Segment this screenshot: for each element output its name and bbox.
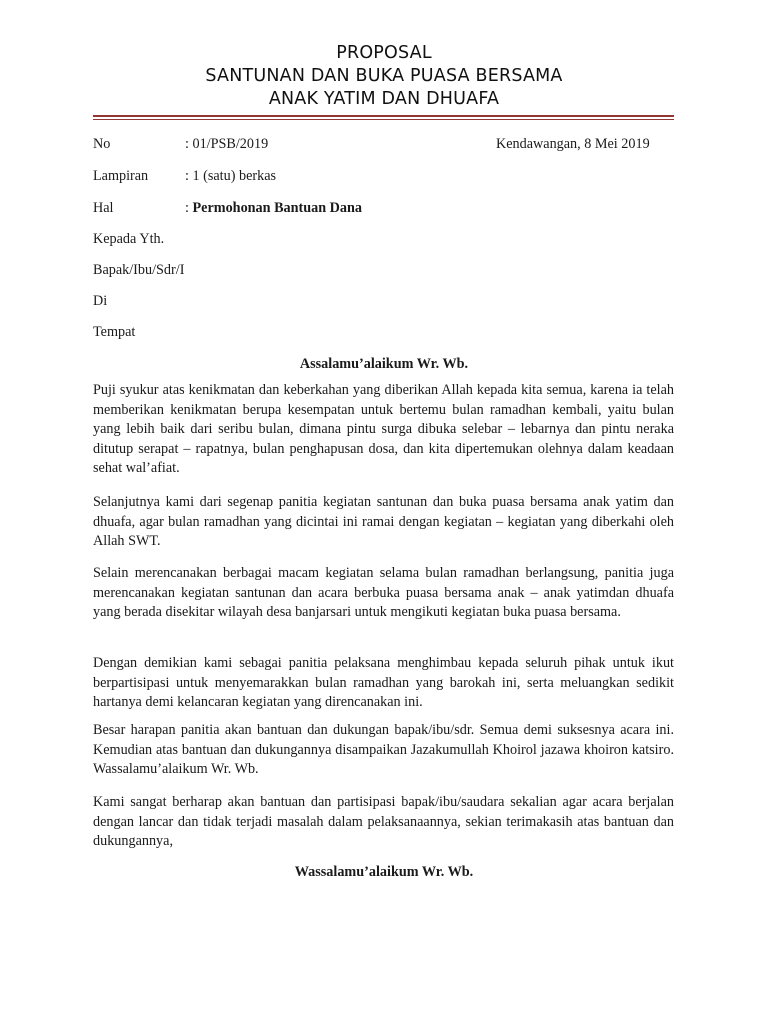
hal-value: Permohonan Bantuan Dana — [192, 200, 362, 216]
no-value: : 01/PSB/2019 — [185, 136, 269, 152]
body-paragraph-6: Kami sangat berharap akan bantuan dan partisipasi bapak/ibu/saudara sekalian agar acara berjalan dengan lancar dan tidak terjadi masalah dalam pelaksanaannya, sekian terimakasih atas bantuan dan dukungannya, — [93, 794, 674, 849]
body-paragraph-5: Besar harapan panitia akan bantuan dan dukungan bapak/ibu/sdr. Semua demi suksesnya acara ini. Kemudian atas bantuan dan dukungannya disampaikan Jazakumullah Khoirol jazawa khoiron katsiro. Wassalamu’alaikum Wr. Wb. — [93, 722, 674, 777]
title-line-proposal: PROPOSAL — [336, 43, 432, 63]
title-line-event: SANTUNAN DAN BUKA PUASA BERSAMA — [205, 66, 563, 86]
lampiran-label: Lampiran — [93, 168, 149, 184]
place-date: Kendawangan, 8 Mei 2019 — [496, 136, 650, 152]
body-paragraph-4: Dengan demikian kami sebagai panitia pelaksana menghimbau kepada seluruh pihak untuk ikut berpartisipasi untuk menyemarakkan bulan ramadhan yang barokah ini, serta meluangkan sedikit hartanya demi kelancaran kegiatan yang direncanakan ini. — [93, 655, 674, 710]
hal-label: Hal — [93, 200, 114, 216]
title-divider-thick — [93, 115, 674, 117]
recipient-line-4: Tempat — [93, 324, 136, 340]
title-divider-thin — [93, 119, 674, 120]
no-label: No — [93, 136, 111, 152]
recipient-line-1: Kepada Yth. — [93, 231, 165, 247]
hal-colon: : — [185, 200, 193, 216]
body-paragraph-3: Selain merencanakan berbagai macam kegiatan selama bulan ramadhan berlangsung, panitia juga merencanakan kegiatan santunan dan acara berbuka puasa bersama anak – anak yatimdan dhuafa yang berada disekitar wilayah desa banjarsari untuk mengikuti kegiatan buka puasa bersama. — [93, 565, 674, 620]
greeting: Assalamu’alaikum Wr. Wb. — [299, 356, 469, 372]
body-paragraph-1: Puji syukur atas kenikmatan dan keberkahan yang diberikan Allah kepada kita semua, karena ia telah memberikan kenikmatan berupa kesempatan untuk bertemu bulan ramadhan kembali, yaitu bulan yang lebih baik dari seribu bulan, dimana pintu surga dibuka selebar – lebarnya dan pintu neraka ditutup serapat – rapatnya, bulan penghapusan dosa, dan kita dipertemukan olehnya dalam keadaan sehat wal’afiat. — [93, 382, 674, 476]
recipient-line-3: Di — [93, 293, 108, 309]
closing-salutation: Wassalamu’alaikum Wr. Wb. — [294, 864, 474, 880]
title-line-beneficiaries: ANAK YATIM DAN DHUAFA — [268, 89, 500, 109]
recipient-line-2: Bapak/Ibu/Sdr/I — [93, 262, 185, 278]
hal-field — [185, 199, 362, 217]
document-title — [0, 42, 768, 111]
body-paragraph-2: Selanjutnya kami dari segenap panitia kegiatan santunan dan buka puasa bersama anak yatim dan dhuafa, agar bulan ramadhan yang dicintai ini ramai dengan kegiatan – kegiatan yang diberkahi oleh Allah SWT. — [93, 494, 674, 549]
lampiran-value: : 1 (satu) berkas — [185, 168, 277, 184]
